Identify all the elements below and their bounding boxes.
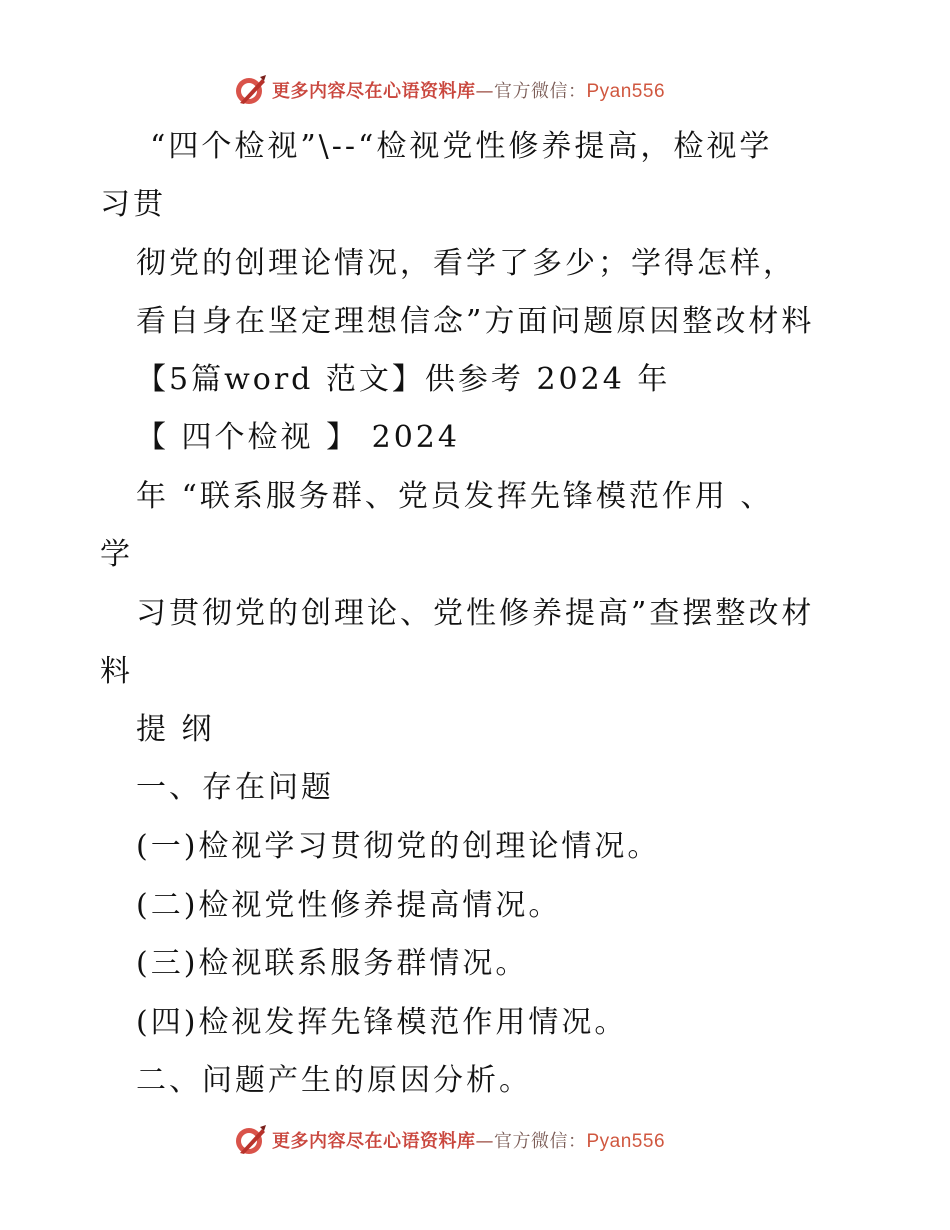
watermark-footer <box>234 1122 665 1158</box>
watermark-account: Pyan556 <box>586 81 666 102</box>
text-line: (一)检视学习贯彻党的创理论情况。 <box>136 829 661 864</box>
text-line: 一、存在问题 <box>136 770 334 805</box>
watermark-label: 官方微信： <box>494 81 587 102</box>
text-line: “四个检视”\--“检视党性修养提高，检视学 <box>150 129 773 164</box>
text-line: (四)检视发挥先锋模范作用情况。 <box>136 1005 628 1040</box>
text-line: 料 <box>100 654 133 689</box>
text-line: 【5篇word 范文】供参考 2024 年 <box>136 362 671 397</box>
text-line: 彻党的创理论情况，看学了多少；学得怎样， <box>136 246 796 281</box>
text-line: 二、问题产生的原因分析。 <box>136 1063 532 1098</box>
text-line: 习贯 <box>100 187 166 222</box>
watermark-brand: 更多内容尽在心语资料库 <box>272 81 476 102</box>
quill-logo-icon <box>234 1123 268 1157</box>
watermark-label: 官方微信： <box>494 1131 587 1152</box>
text-line: 看自身在坚定理想信念”方面问题原因整改材料 <box>136 304 815 339</box>
watermark-header <box>234 72 665 108</box>
text-line: 学 <box>100 537 133 572</box>
watermark-brand: 更多内容尽在心语资料库 <box>272 1131 476 1152</box>
text-line: 年 “联系服务群、党员发挥先锋模范作用 、 <box>136 479 774 514</box>
watermark-account: Pyan556 <box>586 1131 666 1152</box>
text-line: 习贯彻党的创理论、党性修养提高”查摆整改材 <box>136 596 815 631</box>
watermark-separator: — <box>475 81 494 102</box>
text-line: (二)检视党性修养提高情况。 <box>136 888 562 923</box>
text-line: 提 纲 <box>136 712 215 747</box>
text-line: 【 四个检视 】 2024 <box>136 420 460 455</box>
watermark-separator: — <box>475 1131 494 1152</box>
text-line: (三)检视联系服务群情况。 <box>136 946 529 981</box>
quill-logo-icon <box>234 73 268 107</box>
